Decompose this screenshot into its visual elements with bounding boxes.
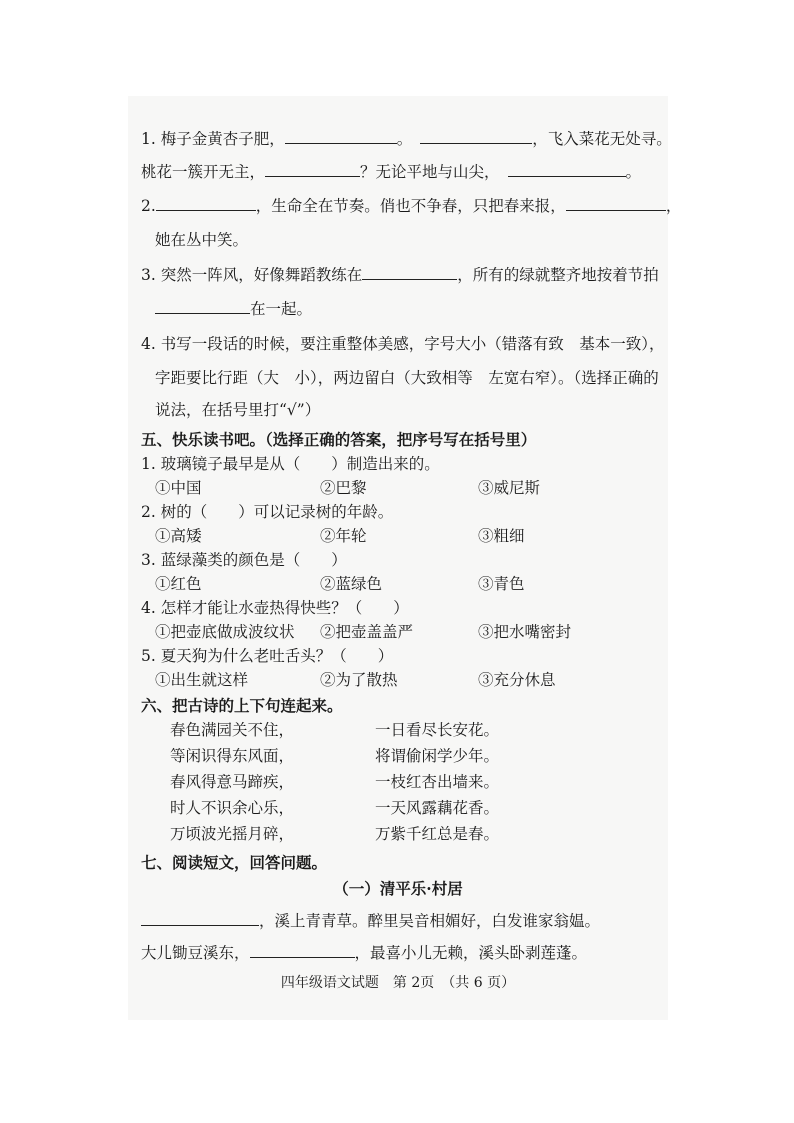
s5-q4-option-1[interactable]: ①把壶底做成波纹状 (155, 623, 295, 641)
s7-text-a: ，溪上青青草。醉里吴音相媚好，白发谁家翁媪。 (259, 912, 601, 930)
q4-line3: 说法，在括号里打“√”） (155, 401, 321, 419)
q1-text-a: 1. 梅子金黄杏子肥， (141, 130, 285, 148)
q2-text-c: ， (665, 197, 682, 215)
q4-line1: 4. 书写一段话的时候，要注重整体美感，字号大小（错落有致 基本一致）， (141, 335, 665, 353)
q3-text-b: ，所有的绿就整齐地按着节拍 (457, 266, 659, 284)
q2-text-a: 2. (141, 197, 156, 215)
s5-q4: 4. 怎样才能让水壶热得快些？（ ） (141, 599, 409, 617)
s5-q2: 2. 树的（ ）可以记录树的年龄。 (141, 503, 394, 521)
poem-right-5[interactable]: 万紫千红总是春。 (375, 825, 500, 843)
s7-text-b: 大儿锄豆溪东， (141, 944, 250, 962)
s5-q3-option-3[interactable]: ③青色 (478, 575, 525, 593)
q2-line1 (141, 196, 681, 216)
q1-text-f: 。 (625, 163, 642, 181)
q1-text-b: 。 (396, 130, 413, 148)
answer-blank[interactable] (141, 911, 259, 926)
q1-text-c: ，飞入菜花无处寻。 (532, 130, 672, 148)
q1-line1 (141, 129, 672, 149)
q3-line2 (155, 299, 312, 319)
s7-line1 (141, 911, 600, 931)
s5-q2-option-3[interactable]: ③粗细 (478, 527, 525, 545)
q1-text-d: 桃花一簇开无主， (141, 163, 266, 181)
s5-q1-option-2[interactable]: ②巴黎 (320, 479, 367, 497)
poem-right-4[interactable]: 一天风露藕花香。 (375, 799, 500, 817)
s5-q4-option-2[interactable]: ②把壶盖盖严 (320, 623, 414, 641)
q1-text-e: ？无论平地与山尖， (360, 163, 500, 181)
section7-title: 七、阅读短文，回答问题。 (141, 853, 328, 872)
poem-right-1[interactable]: 一日看尽长安花。 (375, 721, 500, 739)
poem-left-5[interactable]: 万顷波光摇月碎， (170, 825, 295, 843)
answer-blank[interactable] (362, 265, 457, 280)
answer-blank[interactable] (265, 162, 360, 177)
poem-right-2[interactable]: 将谓偷闲学少年。 (375, 747, 500, 765)
s5-q5-option-3[interactable]: ③充分休息 (478, 671, 556, 689)
s5-q1-option-3[interactable]: ③威尼斯 (478, 479, 541, 497)
s5-q3-option-2[interactable]: ②蓝绿色 (320, 575, 383, 593)
q2-line2: 她在丛中笑。 (155, 231, 249, 249)
s5-q1-option-1[interactable]: ①中国 (155, 479, 202, 497)
poem-left-1[interactable]: 春色满园关不住， (170, 721, 295, 739)
poem-left-2[interactable]: 等闲识得东风面， (170, 747, 295, 765)
poem-right-3[interactable]: 一枝红杏出墙来。 (375, 773, 500, 791)
s5-q1: 1. 玻璃镜子最早是从（ ）制造出来的。 (141, 455, 440, 473)
q1-line2 (141, 162, 641, 182)
s5-q2-option-1[interactable]: ①高矮 (155, 527, 202, 545)
poem-left-4[interactable]: 时人不识余心乐， (170, 799, 295, 817)
s5-q4-option-3[interactable]: ③把水嘴密封 (478, 623, 572, 641)
answer-blank[interactable] (508, 162, 626, 177)
q2-text-b: ，生命全在节奏。俏也不争春，只把春来报， (255, 197, 566, 215)
s5-q3: 3. 蓝绿藻类的颜色是（ ） (141, 551, 347, 569)
answer-blank[interactable] (566, 196, 666, 211)
section5-title: 五、快乐读书吧。（选择正确的答案，把序号写在括号里） (141, 430, 537, 449)
s7-line2 (141, 943, 587, 963)
q3-text-a: 3. 突然一阵风，好像舞蹈教练在 (141, 266, 363, 284)
section6-title: 六、把古诗的上下句连起来。 (141, 696, 343, 715)
q3-text-c: 在一起。 (250, 300, 313, 318)
answer-blank[interactable] (155, 299, 250, 314)
page-footer: 四年级语文试题 第 2页 （共 6 页） (280, 975, 516, 991)
q4-line2: 字距要比行距（大 小），两边留白（大致相等 左宽右窄）。（选择正确的 (155, 369, 659, 387)
s5-q5: 5. 夏天狗为什么老吐舌头？（ ） (141, 647, 394, 665)
poem-left-3[interactable]: 春风得意马蹄疾， (170, 773, 295, 791)
s5-q5-option-1[interactable]: ①出生就这样 (155, 671, 249, 689)
poem-title: （一）清平乐·村居 (333, 879, 463, 898)
s5-q3-option-1[interactable]: ①红色 (155, 575, 202, 593)
s7-text-c: ，最喜小儿无赖，溪头卧剥莲蓬。 (354, 944, 588, 962)
answer-blank[interactable] (250, 943, 355, 958)
answer-blank[interactable] (156, 196, 256, 211)
answer-blank[interactable] (420, 129, 532, 144)
answer-blank[interactable] (285, 129, 397, 144)
s5-q5-option-2[interactable]: ②为了散热 (320, 671, 398, 689)
q3-line1 (141, 265, 659, 285)
s5-q2-option-2[interactable]: ②年轮 (320, 527, 367, 545)
